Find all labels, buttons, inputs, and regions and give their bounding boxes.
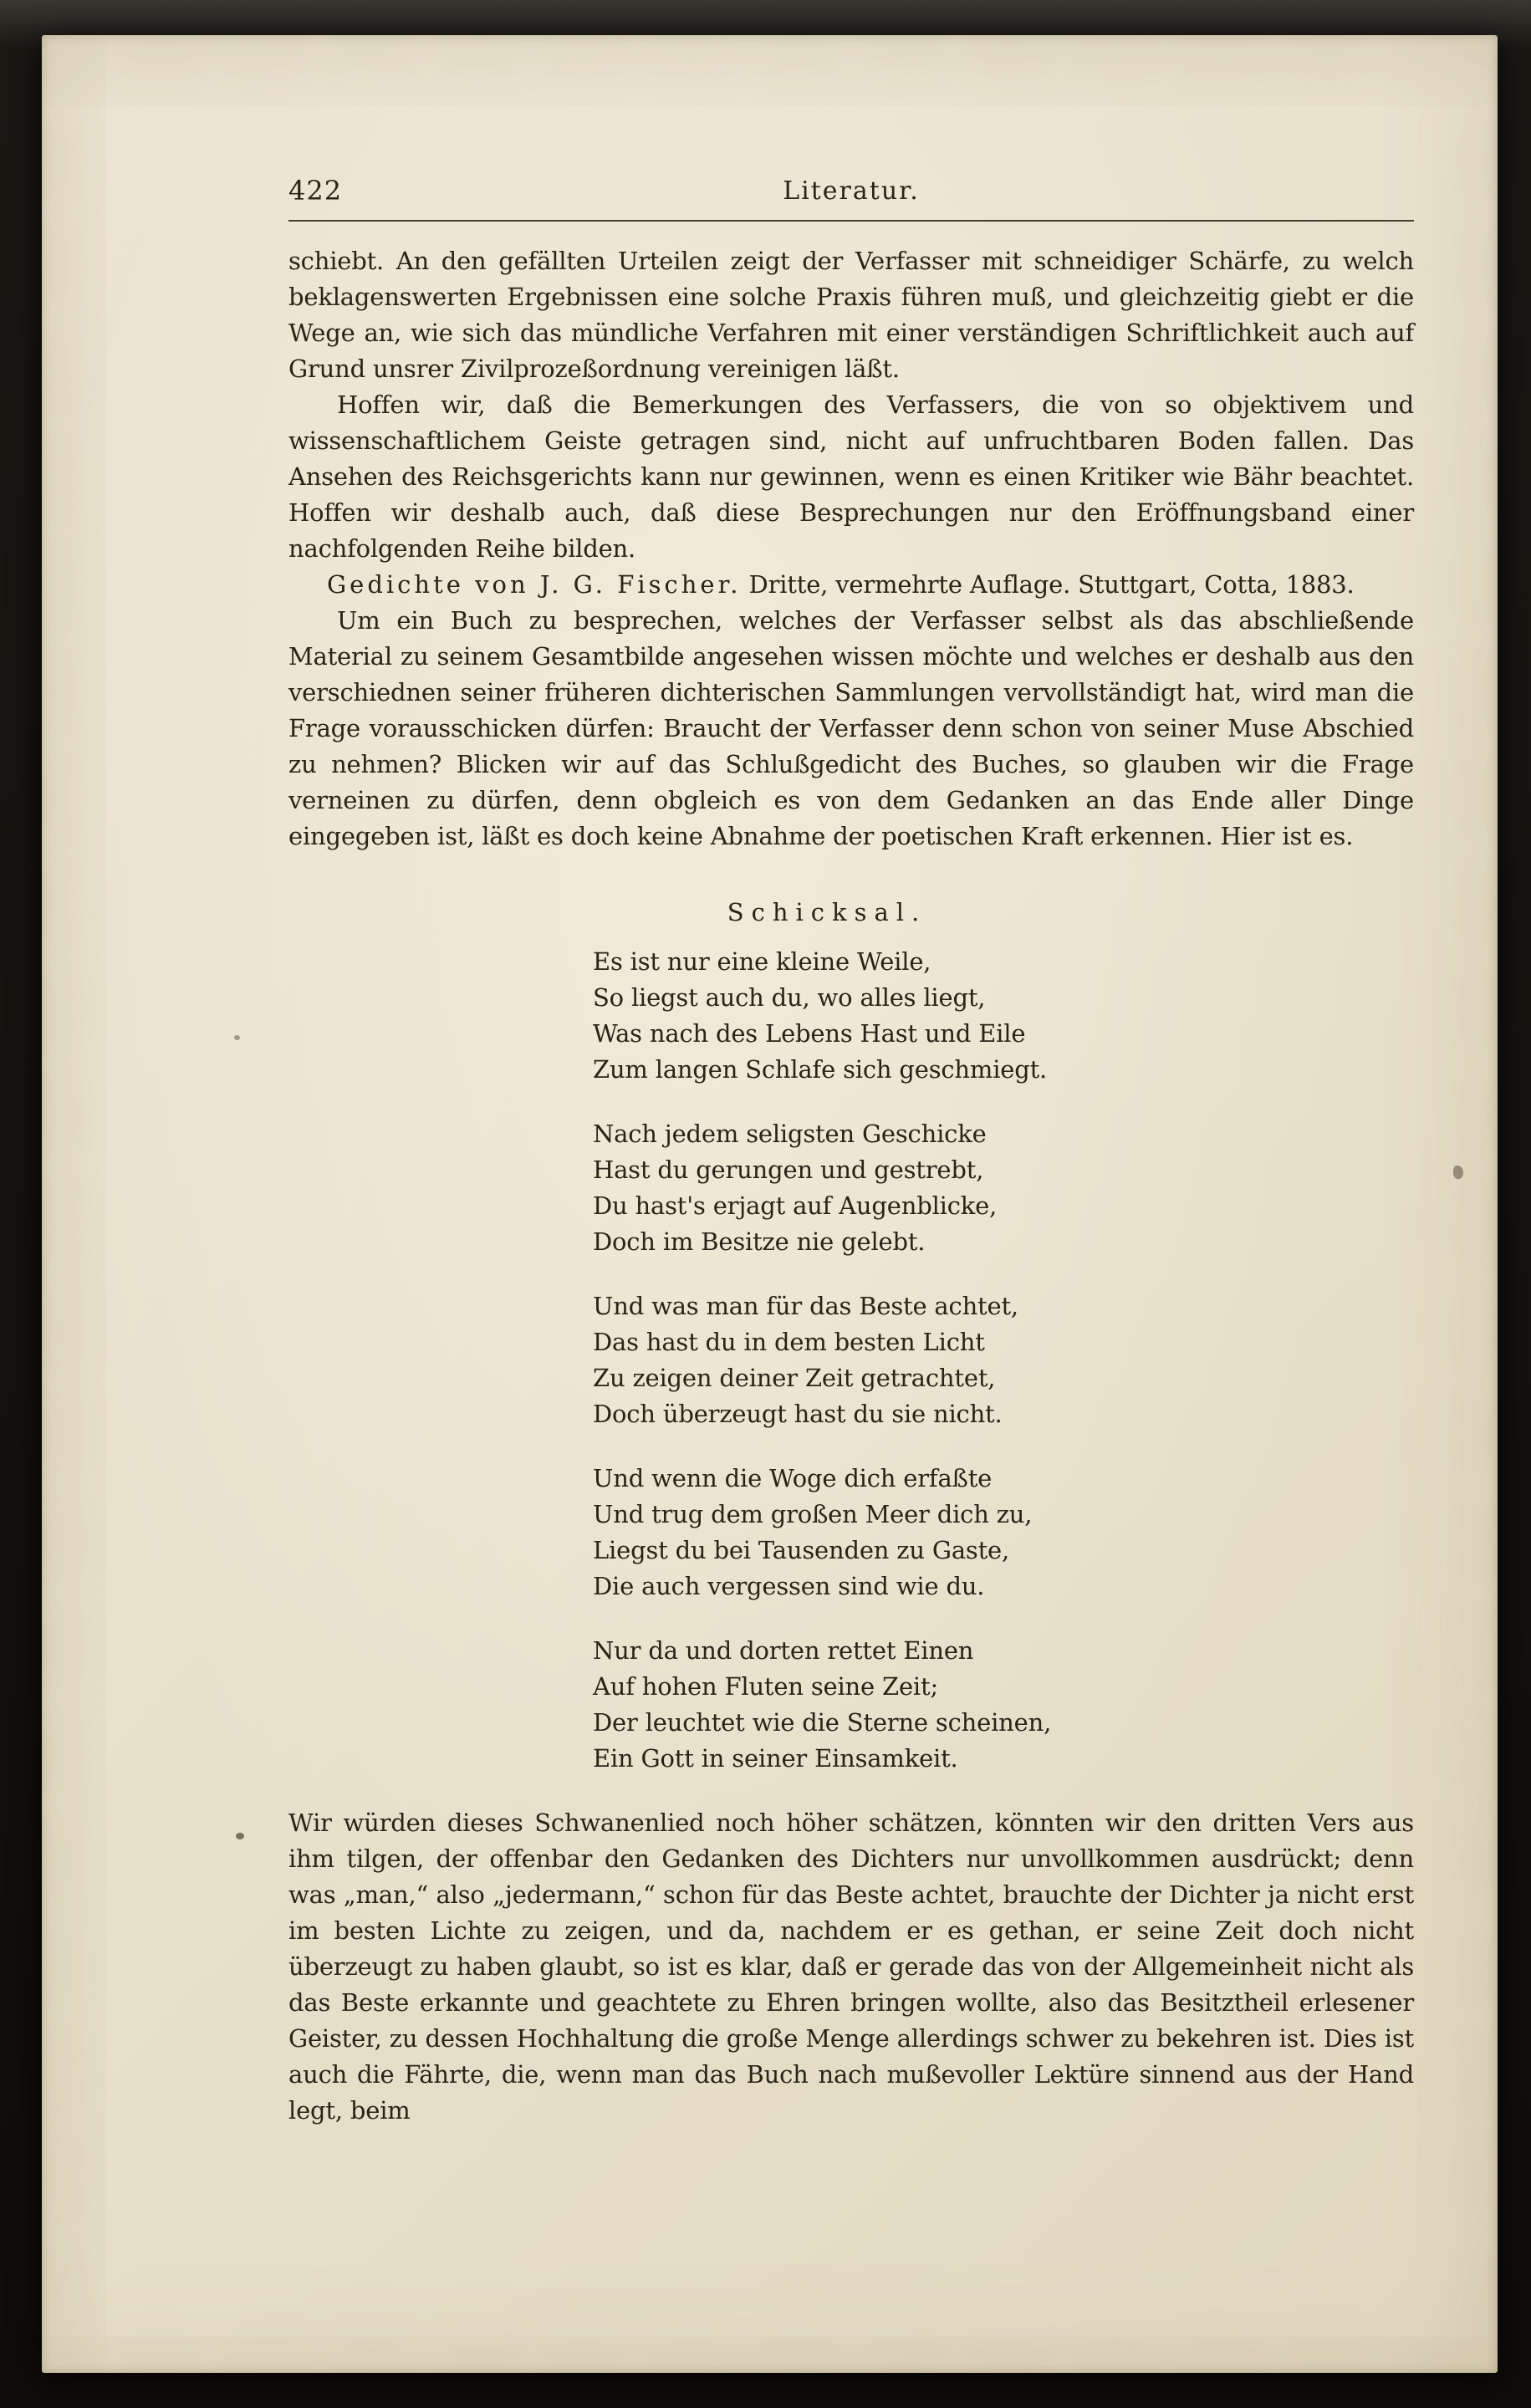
verse-line: Und wenn die Woge dich erfaßte <box>593 1464 993 1492</box>
poem-stanza-4 <box>593 1461 1061 1604</box>
verse-line: Doch im Besitze nie gelebt. <box>593 1227 926 1256</box>
review-intro-paragraph: Um ein Buch zu besprechen, welches der Verfasser selbst als das abschließende Material zu seinem Gesamtbilde angesehen wissen möchte und welches er deshalb aus den verschiednen seiner früheren dichterischen Sammlungen vervollständigt hat, wird man die Frage vorausschicken dürfen: Braucht der Verfasser denn schon von seiner Muse Abschied zu nehmen? Blicken wir auf das Schlußgedicht des Buches, so glauben wir die Frage verneinen zu dürfen, denn obgleich es von dem Gedanken an das Ende aller Dinge eingegeben ist, läßt es doch keine Abnahme der poetischen Kraft erkennen. Hier ist es. <box>288 606 1414 850</box>
running-header-title: Literatur. <box>783 176 920 206</box>
verse-line: Nach jedem seligsten Geschicke <box>593 1120 987 1148</box>
verse-line: Hast du gerungen und gestrebt, <box>593 1156 984 1184</box>
verse-line: Es ist nur eine kleine Weile, <box>593 947 931 976</box>
review-edition-details: Dritte, vermehrte Auflage. Stuttgart, Cotta, 1883. <box>741 570 1355 599</box>
poem-stanza-2 <box>593 1116 1061 1260</box>
verse-line: Doch überzeugt hast du sie nicht. <box>593 1400 1003 1428</box>
verse-line: Auf hohen Fluten seine Zeit; <box>593 1672 939 1701</box>
paragraph-continuation: schiebt. An den gefällten Urteilen zeigt der Verfasser mit schneidiger Schärfe, zu welch beklagenswerten Ergebnissen eine solche Praxis führen muß, und gleichzeitig giebt er die Wege an, wie sich das mündliche Verfahren mit einer verständigen Schriftlichkeit auch auf Grund unsrer Zivilprozeßordnung vereinigen läßt. <box>288 247 1414 383</box>
poem-stanza-3 <box>593 1288 1061 1432</box>
paragraph-hoffen-wir: Hoffen wir, daß die Bemerkungen des Verfassers, die von so objektivem und wissenschaftlichem Geiste getragen sind, nicht auf unfruchtbaren Boden fallen. Das Ansehen des Reichsgerichts kann nur gewinnen, wenn es einen Kritiker wie Bähr beachtet. Hoffen wir deshalb auch, daß diese Besprechungen nur den Eröffnungsband einer nachfolgenden Reihe bilden. <box>288 390 1414 563</box>
verse-line: Und trug dem großen Meer dich zu, <box>593 1500 1033 1528</box>
verse-line: Die auch vergessen sind wie du. <box>593 1572 985 1600</box>
review-heading <box>288 567 1414 603</box>
poem-stanza-1 <box>593 944 1061 1088</box>
page-number: 422 <box>288 175 343 207</box>
verse-line: Und was man für das Beste achtet, <box>593 1292 1018 1320</box>
verse-line: So liegst auch du, wo alles liegt, <box>593 983 986 1012</box>
ink-speck <box>234 1035 240 1040</box>
ink-speck <box>236 1833 244 1839</box>
poem <box>593 895 1061 1777</box>
poem-title: Schicksal. <box>727 898 927 926</box>
poem-stanza-5 <box>593 1633 1061 1777</box>
running-head <box>288 173 1414 222</box>
verse-line: Ein Gott in seiner Einsamkeit. <box>593 1744 958 1773</box>
verse-line: Du hast's erjagt auf Augenblicke, <box>593 1191 998 1220</box>
review-work-title: Gedichte von J. G. Fischer. <box>327 570 742 599</box>
verse-line: Der leuchtet wie die Sterne scheinen, <box>593 1708 1052 1737</box>
text-block <box>288 173 1414 2129</box>
verse-line: Was nach des Lebens Hast und Eile <box>593 1019 1026 1048</box>
verse-line: Das hast du in dem besten Licht <box>593 1328 985 1356</box>
verse-line: Nur da und dorten rettet Einen <box>593 1636 974 1665</box>
paper-page <box>42 35 1498 2373</box>
review-closing-paragraph: Wir würden dieses Schwanenlied noch höher schätzen, könnten wir den dritten Vers aus ihm tilgen, der offenbar den Gedanken des Dichters nur unvollkommen ausdrückt; denn was „man,“ also „jedermann,“ schon für das Beste achtet, brauchte der Dichter ja nicht erst im besten Lichte zu zeigen, und da, nachdem er es gethan, er seine Zeit doch nicht überzeugt zu haben glaubt, so ist es klar, daß er gerade das von der Allgemeinheit nicht als das Beste erkannte und geachtete zu Ehren bringen wollte, also das Besitztheil erlesener Geister, zu dessen Hochhaltung die große Menge allerdings schwer zu bekehren ist. Dies ist auch die Fährte, die, wenn man das Buch nach mußevoller Lektüre sinnend aus der Hand legt, beim <box>288 1809 1414 2125</box>
ink-speck <box>1453 1166 1463 1179</box>
verse-line: Zu zeigen deiner Zeit getrachtet, <box>593 1364 996 1392</box>
verse-line: Liegst du bei Tausenden zu Gaste, <box>593 1536 1010 1564</box>
verse-line: Zum langen Schlafe sich geschmiegt. <box>593 1055 1048 1084</box>
